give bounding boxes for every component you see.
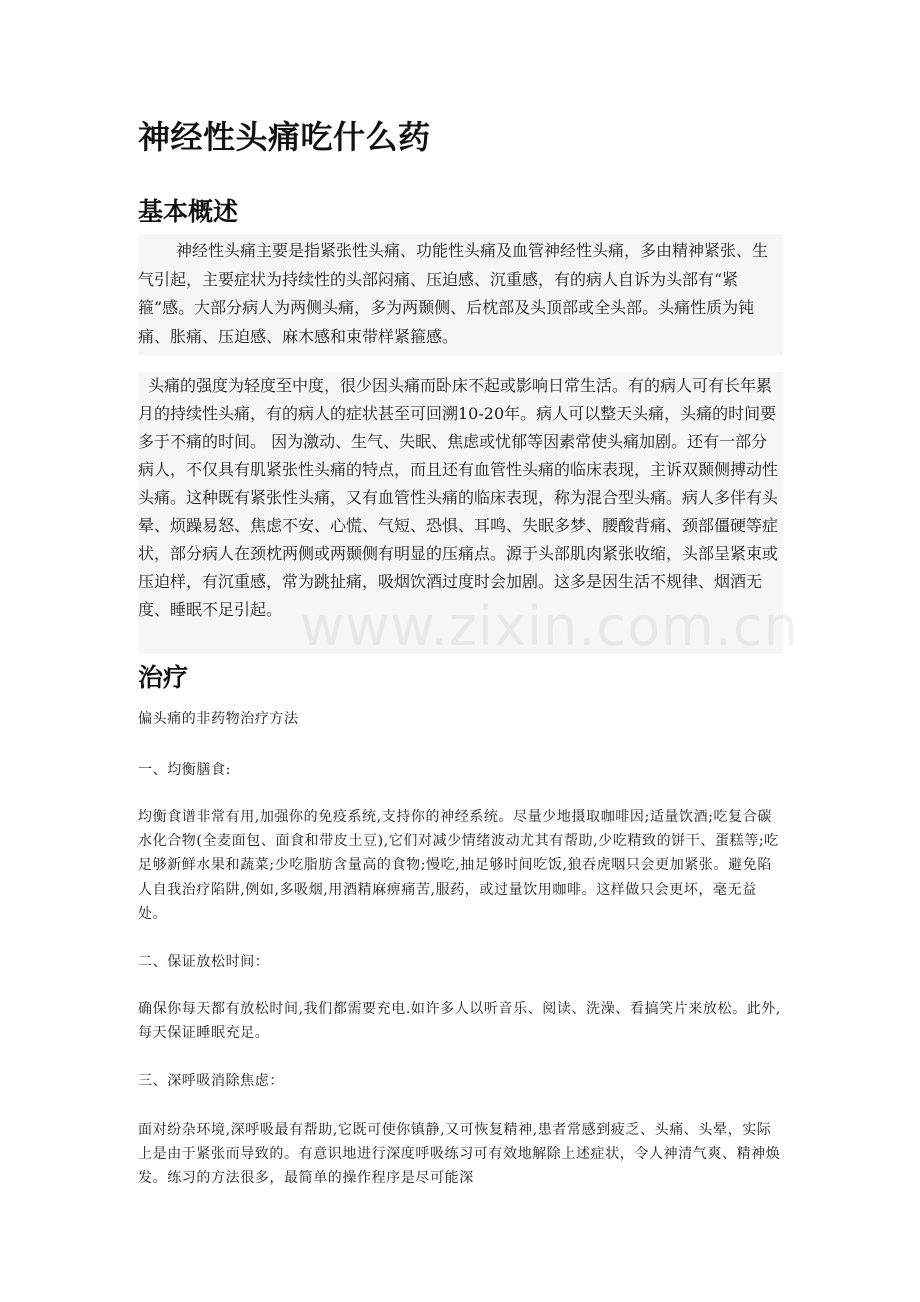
- overview-paragraph-2: 头痛的强度为轻度至中度，很少因头痛而卧床不起或影响日常生活。有的病人可有长年累月的持续性头痛，有的病人的症状甚至可回溯10-20年。病人可以整天头痛，头痛的时间要多于不痛的时间。 因为激动、生气、失眠、焦虑或忧郁等因素常使头痛加剧。还有一部分病人，不仅具有肌紧张性头痛的特点，而且还有血管性头痛的临床表现，主诉双颞侧搏动性头痛。这种既有紧张性头痛，又有血管性头痛的临床表现，称为混合型头痛。病人多伴有头晕、烦躁易怒、焦虑不安、心慌、气短、恐惧、耳鸣、失眠多梦、腰酸背痛、颈部僵硬等症状，部分病人在颈枕两侧或两颞侧有明显的压痛点。源于头部肌肉紧张收缩，头部呈紧束或压迫样，有沉重感，常为跳扯痛，吸烟饮酒过度时会加剧。这多是因生活不规律、烟酒无度、睡眠不足引起。: [138, 372, 783, 654]
- overview-paragraph-1: 神经性头痛主要是指紧张性头痛、功能性头痛及血管神经性头痛，多由精神紧张、生气引起，主要症状为持续性的头部闷痛、压迫感、沉重感，有的病人自诉为头部有“紧箍”感。大部分病人为两侧头痛，多为两颞侧、后枕部及头顶部或全头部。头痛性质为钝痛、胀痛、压迫感、麻木感和束带样紧箍感。: [138, 234, 783, 355]
- treatment-item-body: 面对纷杂环境,深呼吸最有帮助,它既可使你镇静,又可恢复精神,患者常感到疲乏、头痛、头晕，实际上是由于紧张而导致的。有意识地进行深度呼吸练习可有效地解除上述症状，令人神清气爽、精神焕发。练习的方法很多，最简单的操作程序是尽可能深: [138, 1122, 781, 1187]
- treatment-item-heading: 三、深呼吸消除焦虑：: [138, 1073, 284, 1089]
- section-heading-overview: 基本概述: [138, 197, 239, 226]
- treatment-subtitle: 偏头痛的非药物治疗方法: [138, 711, 299, 727]
- treatment-item-body: 确保你每天都有放松时间,我们都需要充电.如许多人以听音乐、阅读、洗澡、看搞笑片来放松。此外,每天保证睡眠充足。: [138, 1001, 781, 1042]
- section-heading-treatment: 治疗: [138, 663, 189, 692]
- treatment-item-body: 均衡食谱非常有用,加强你的免疫系统,支持你的神经系统。尽量少地摄取咖啡因;适量饮酒;吃复合碳水化合物(全麦面包、面食和带皮土豆),它们对减少情绪波动尤其有帮助,少吃精致的饼干、蛋糕等;吃足够新鲜水果和蔬菜;少吃脂肪含量高的食物;慢吃,抽足够时间吃饭,狼吞虎咽只会更加紧张。避免陷人自我治疗陷阱,例如,多吸烟,用酒精麻痹痛苦,服药，或过量饮用咖啡。这样做只会更坏，毫无益处。: [138, 809, 779, 922]
- treatment-item-heading: 一、均衡膳食:: [138, 762, 231, 778]
- treatment-item-heading: 二、保证放松时间：: [138, 954, 270, 970]
- document-title: 神经性头痛吃什么药: [138, 118, 431, 156]
